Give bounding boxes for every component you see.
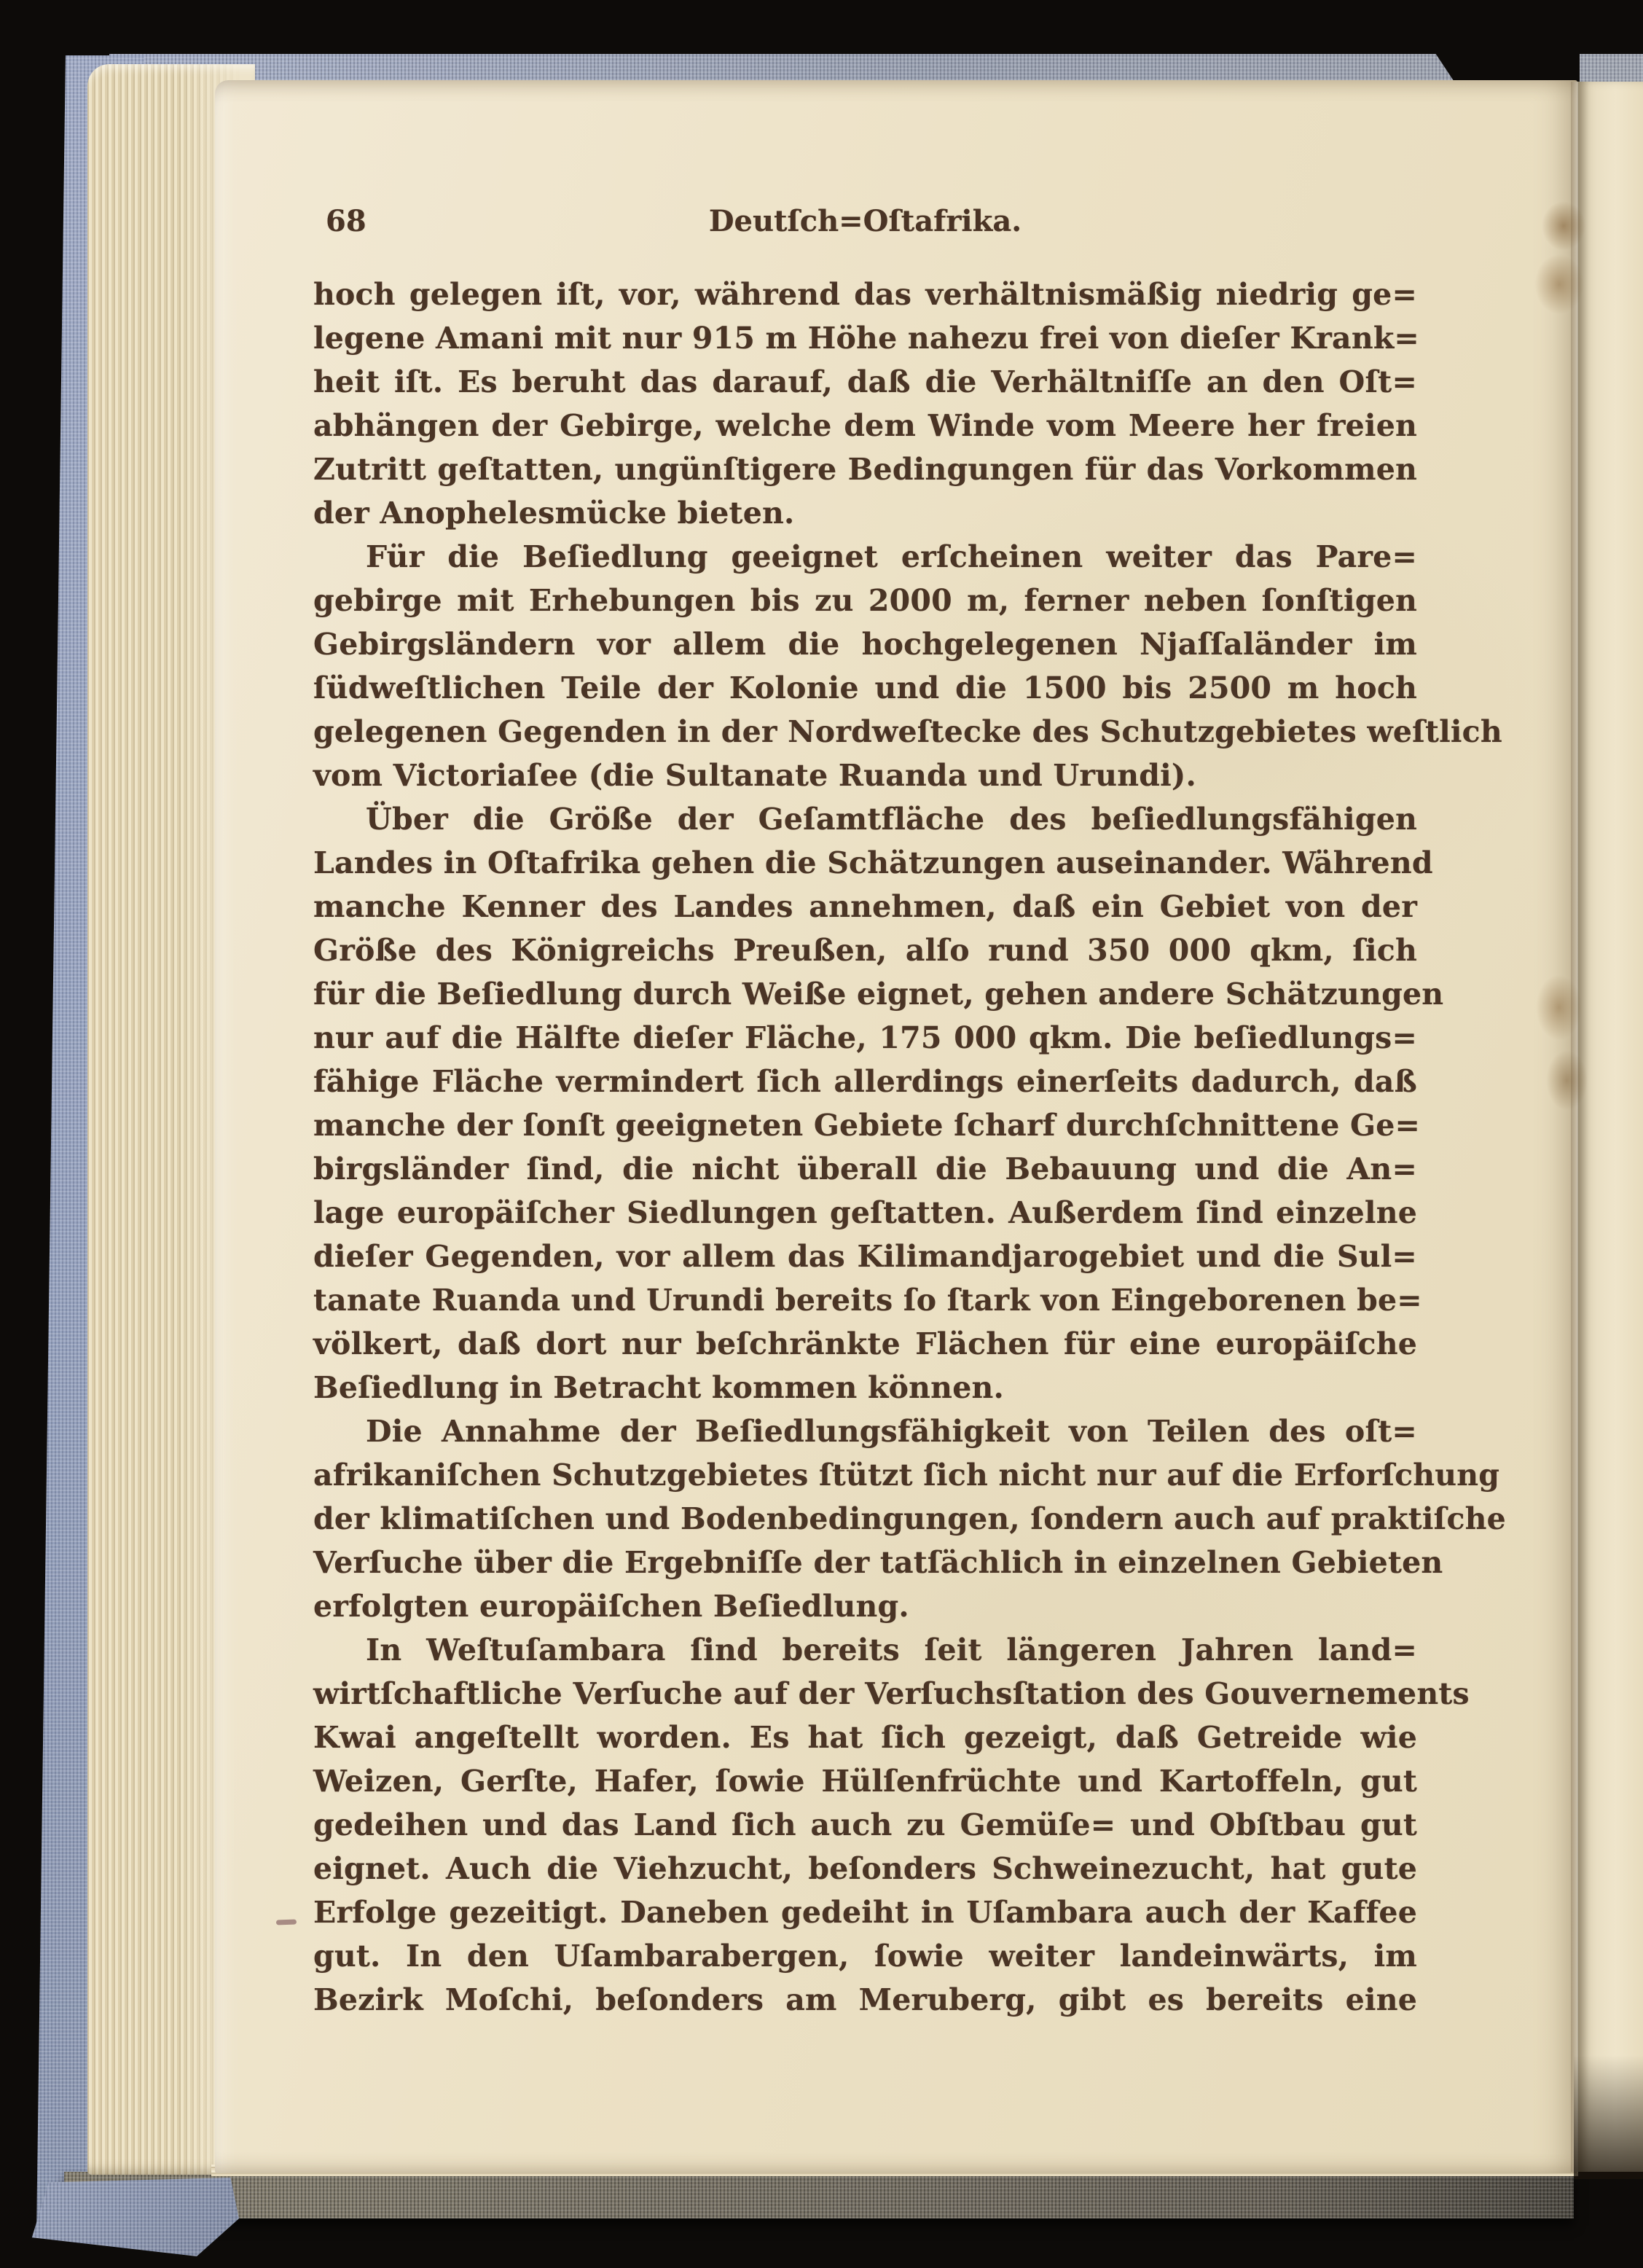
body-text-line: Landes in Oſtafrika gehen die Schätzungen auseinander. Während — [313, 845, 1433, 880]
body-text-line: ſüdweſtlichen Teile der Kolonie und die 1500 bis 2500 m hoch — [313, 670, 1417, 705]
gutter-crease — [1571, 82, 1578, 2172]
body-text-line: der Anophelesmücke bieten. — [313, 496, 795, 531]
facing-page-edge — [1577, 82, 1643, 2172]
body-text-line: manche der ſonſt geeigneten Gebiete ſcharf durchſchnittene Ge= — [313, 1108, 1421, 1143]
body-text-line: lage europäiſcher Siedlungen geſtatten. Außerdem ſind einzelne — [313, 1195, 1417, 1230]
body-text-line: manche Kenner des Landes annehmen, daß ein Gebiet von der — [313, 889, 1417, 924]
body-text-line: afrikaniſchen Schutzgebietes ſtützt ſich nicht nur auf die Erforſchung — [313, 1458, 1500, 1493]
body-text-line: Verſuche über die Ergebniſſe der tatſächlich in einzelnen Gebieten — [313, 1545, 1443, 1580]
body-text-line: In Weſtuſambara ſind bereits ſeit längeren Jahren land= — [366, 1632, 1417, 1667]
body-text-line: gelegenen Gegenden in der Nordweſtecke des Schutzgebietes weſtlich — [313, 714, 1502, 749]
body-text-line: vom Victoriaſee (die Sultanate Ruanda und Urundi). — [313, 758, 1196, 793]
body-text-line: erfolgten europäiſchen Beſiedlung. — [313, 1589, 909, 1624]
running-title: Deutſch=Oſtafrika. — [708, 204, 1022, 238]
body-text-line: Größe des Königreichs Preußen, alſo rund 350 000 qkm, ſich — [313, 933, 1417, 968]
body-text-line: Weizen, Gerſte, Hafer, ſowie Hülſenfrüchte und Kartoffeln, gut — [313, 1764, 1417, 1799]
body-text-line: heit iſt. Es beruht das darauf, daß die Verhältniſſe an den Oſt= — [313, 364, 1417, 399]
body-text-line: völkert, daß dort nur beſchränkte Flächen für eine europäiſche — [313, 1326, 1417, 1361]
body-text-line: wirtſchaftliche Verſuche auf der Verſuchsſtation des Gouvernements — [313, 1676, 1470, 1711]
body-text-line: Beſiedlung in Betracht kommen können. — [313, 1370, 1004, 1405]
body-text-line: legene Amani mit nur 915 m Höhe nahezu frei von dieſer Krank= — [313, 321, 1419, 356]
body-text-line: Bezirk Moſchi, beſonders am Meruberg, gibt es bereits eine — [313, 1982, 1417, 2017]
body-text-line: Gebirgsländern vor allem die hochgelegenen Njaſſaländer im — [313, 627, 1417, 662]
page-number: 68 — [326, 204, 366, 238]
body-text-line: Über die Größe der Geſamtfläche des beſiedlungsfähigen — [366, 802, 1417, 837]
body-text-line: gedeihen und das Land ſich auch zu Gemüſe= und Obſtbau gut — [313, 1807, 1417, 1842]
body-text-line: eignet. Auch die Viehzucht, beſonders Schweinezucht, hat gute — [313, 1851, 1417, 1886]
body-text-line: dieſer Gegenden, vor allem das Kilimandjarogebiet und die Sul= — [313, 1239, 1417, 1274]
body-text-line: gut. In den Uſambarabergen, ſowie weiter landeinwärts, im — [313, 1939, 1417, 1974]
book-cover-corner — [28, 2178, 239, 2256]
body-text-line: fähige Fläche vermindert ſich allerdings einerſeits dadurch, daß — [313, 1064, 1417, 1099]
body-text-line: Kwai angeſtellt worden. Es hat ſich gezeigt, daß Getreide wie — [313, 1720, 1417, 1755]
body-text-line: abhängen der Gebirge, welche dem Winde vom Meere her freien — [313, 408, 1417, 443]
body-text-line: nur auf die Hälfte dieſer Fläche, 175 000 qkm. Die beſiedlungs= — [313, 1020, 1417, 1055]
body-text-line: Die Annahme der Beſiedlungsfähigkeit von Teilen des oſt= — [366, 1414, 1417, 1449]
body-text-line: gebirge mit Erhebungen bis zu 2000 m, ferner neben ſonſtigen — [313, 583, 1417, 618]
body-text-line: tanate Ruanda und Urundi bereits ſo ſtark von Eingeborenen be= — [313, 1283, 1422, 1318]
body-text-line: Für die Beſiedlung geeignet erſcheinen weiter das Pare= — [366, 539, 1417, 574]
body-text-line: Erfolge gezeitigt. Daneben gedeiht in Uſambara auch der Kaffee — [313, 1895, 1417, 1930]
body-text-line: hoch gelegen iſt, vor, während das verhältnismäßig niedrig ge= — [313, 277, 1417, 312]
body-text — [313, 273, 1506, 2022]
body-text-line: der klimatiſchen und Bodenbedingungen, ſondern auch auf praktiſche — [313, 1501, 1506, 1536]
body-text-line: birgsländer ſind, die nicht überall die Bebauung und die An= — [313, 1151, 1417, 1186]
gutter-shadow — [1574, 2055, 1643, 2179]
body-text-line: für die Beſiedlung durch Weiße eignet, gehen andere Schätzungen — [313, 977, 1444, 1012]
pencil-mark-icon — [276, 1920, 297, 1925]
body-text-line: Zutritt geſtatten, ungünſtigere Bedingungen für das Vorkommen — [313, 452, 1417, 487]
book-cover-bottom-edge — [64, 2172, 1574, 2218]
book-page — [215, 80, 1577, 2173]
